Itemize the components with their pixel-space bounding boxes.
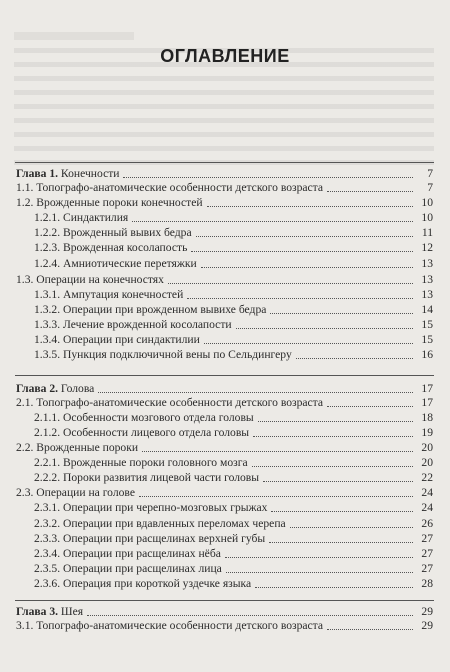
toc-entry-row — [34, 348, 433, 362]
page-title: ОГЛАВЛЕНИЕ — [160, 46, 290, 66]
dot-leader — [204, 343, 413, 344]
toc-entry-label: 2.3.6. Операция при короткой уздечке языка — [34, 577, 252, 590]
toc-entry-label: 2.1.2. Особенности лицевого отдела головы — [34, 426, 250, 439]
toc-entry-label: 2.3. Операции на голове — [16, 486, 135, 499]
dot-leader — [258, 421, 413, 422]
page-number: 24 — [421, 501, 433, 514]
dot-leader — [271, 511, 413, 512]
toc-entry-label: 2.3.1. Операции при черепно-мозговых грыжах — [34, 501, 268, 514]
toc-entry-label: 3.1. Топографо-анатомические особенности детского возраста — [16, 619, 324, 632]
toc-entry-row — [34, 241, 433, 255]
toc-entry-label — [16, 382, 94, 396]
toc-entry-row — [16, 196, 433, 210]
chapter-number: Глава 2. — [16, 382, 59, 395]
chapter-title: Голова — [58, 382, 95, 395]
chapter-title: Шея — [58, 605, 84, 618]
toc-entry-label: 1.3. Операции на конечностях — [16, 273, 164, 286]
toc-entry-label: 2.2. Врожденные пороки — [16, 441, 139, 454]
toc-entry-row — [34, 257, 433, 271]
divider — [15, 375, 434, 376]
toc-entry-label — [16, 605, 83, 619]
dot-leader — [87, 615, 413, 616]
page-number: 12 — [421, 241, 433, 254]
page-number: 20 — [421, 456, 433, 469]
page-number: 7 — [427, 181, 433, 194]
toc-chapter-row — [16, 167, 433, 181]
dot-leader — [253, 436, 413, 437]
toc-entry-label: 1.2.2. Врожденный вывих бедра — [34, 226, 192, 239]
toc-entry-row — [34, 517, 433, 531]
toc-entry-label: 1.2. Врожденные пороки конечностей — [16, 196, 203, 209]
dot-leader — [269, 542, 413, 543]
dot-leader — [132, 221, 413, 222]
toc-entry-row — [16, 273, 433, 287]
chapter-number: Глава 1. — [16, 167, 59, 180]
toc-entry-row — [34, 411, 433, 425]
page-number: 17 — [421, 382, 433, 395]
toc-entry-label: 1.3.4. Операции при синдактилии — [34, 333, 200, 346]
toc-entry-label: 2.3.4. Операции при расщелинах нёба — [34, 547, 221, 560]
toc-entry-label: 2.1. Топографо-анатомические особенности детского возраста — [16, 396, 324, 409]
toc-entry-label: 2.2.2. Пороки развития лицевой части головы — [34, 471, 260, 484]
toc-entry-label: 1.3.2. Операции при врожденном вывихе бедра — [34, 303, 267, 316]
page-number: 13 — [421, 288, 433, 301]
dot-leader — [98, 392, 413, 393]
toc-entry-label: 1.2.3. Врожденная косолапость — [34, 241, 188, 254]
page-number: 18 — [421, 411, 433, 424]
page-number: 17 — [421, 396, 433, 409]
page-number: 27 — [421, 547, 433, 560]
toc-entry-label: 1.1. Топографо-анатомические особенности детского возраста — [16, 181, 324, 194]
dot-leader — [187, 298, 413, 299]
page-number: 11 — [421, 226, 433, 239]
dot-leader — [201, 267, 413, 268]
dot-leader — [263, 481, 413, 482]
divider — [15, 600, 434, 601]
dot-leader — [226, 572, 413, 573]
dot-leader — [290, 527, 413, 528]
dot-leader — [296, 358, 413, 359]
page-number: 24 — [421, 486, 433, 499]
page-number: 28 — [421, 577, 433, 590]
toc-entry-label: 1.3.1. Ампутация конечностей — [34, 288, 184, 301]
page-number: 16 — [421, 348, 433, 361]
page-number: 27 — [421, 562, 433, 575]
toc-entry-label: 2.1.1. Особенности мозгового отдела головы — [34, 411, 254, 424]
toc-entry-row — [34, 226, 433, 240]
dot-leader — [207, 206, 413, 207]
toc-entry-label: 2.3.3. Операции при расщелинах верхней губы — [34, 532, 266, 545]
toc-entry-row — [34, 318, 433, 332]
dot-leader — [168, 283, 413, 284]
page-number: 10 — [421, 196, 433, 209]
dot-leader — [270, 313, 413, 314]
toc-entry-label: 2.3.5. Операции при расщелинах лица — [34, 562, 222, 575]
toc-entry-row — [34, 532, 433, 546]
toc-entry-row — [34, 501, 433, 515]
dot-leader — [236, 328, 413, 329]
toc-entry-row — [34, 426, 433, 440]
divider — [15, 162, 434, 163]
toc-entry-row — [34, 456, 433, 470]
page-number: 22 — [421, 471, 433, 484]
toc-entry-row — [16, 441, 433, 455]
toc-entry-row — [34, 211, 433, 225]
chapter-title: Конечности — [58, 167, 120, 180]
page-number: 15 — [421, 333, 433, 346]
dot-leader — [255, 587, 413, 588]
dot-leader — [327, 629, 413, 630]
toc-entry-row — [34, 547, 433, 561]
toc-entry-row — [34, 288, 433, 302]
page-number: 14 — [421, 303, 433, 316]
toc-entry-label — [16, 167, 119, 181]
dot-leader — [225, 557, 413, 558]
page-number: 19 — [421, 426, 433, 439]
toc-chapter-row — [16, 382, 433, 396]
chapter-number: Глава 3. — [16, 605, 59, 618]
dot-leader — [139, 496, 413, 497]
toc-entry-label: 1.3.5. Пункция подключичной вены по Сельдингеру — [34, 348, 292, 361]
toc-entry-row — [34, 303, 433, 317]
page-number: 7 — [427, 167, 433, 180]
dot-leader — [142, 451, 413, 452]
dot-leader — [196, 236, 413, 237]
toc-entry-row — [34, 562, 433, 576]
toc-entry-row — [34, 471, 433, 485]
page-number: 20 — [421, 441, 433, 454]
page-number: 13 — [421, 257, 433, 270]
toc-entry-row — [34, 333, 433, 347]
dot-leader — [191, 251, 413, 252]
dot-leader — [252, 466, 413, 467]
page-number: 29 — [421, 619, 433, 632]
dot-leader — [327, 406, 413, 407]
toc-entry-label: 1.2.4. Амниотические перетяжки — [34, 257, 197, 270]
toc-entry-row — [34, 577, 433, 591]
page-number: 15 — [421, 318, 433, 331]
page-number: 26 — [421, 517, 433, 530]
toc-entry-row — [16, 396, 433, 410]
toc-chapter-row — [16, 605, 433, 619]
toc-entry-label: 2.2.1. Врожденные пороки головного мозга — [34, 456, 248, 469]
bleed-through-header — [14, 32, 134, 40]
dot-leader — [327, 191, 413, 192]
toc-entry-row — [16, 619, 433, 633]
toc-entry-label: 1.2.1. Синдактилия — [34, 211, 129, 224]
page-number: 13 — [421, 273, 433, 286]
toc-entry-label: 1.3.3. Лечение врожденной косолапости — [34, 318, 232, 331]
toc-entry-row — [16, 181, 433, 195]
toc-entry-row — [16, 486, 433, 500]
page-number: 27 — [421, 532, 433, 545]
dot-leader — [123, 177, 413, 178]
page-number: 10 — [421, 211, 433, 224]
page-number: 29 — [421, 605, 433, 618]
toc-entry-label: 2.3.2. Операции при вдавленных переломах черепа — [34, 517, 286, 530]
